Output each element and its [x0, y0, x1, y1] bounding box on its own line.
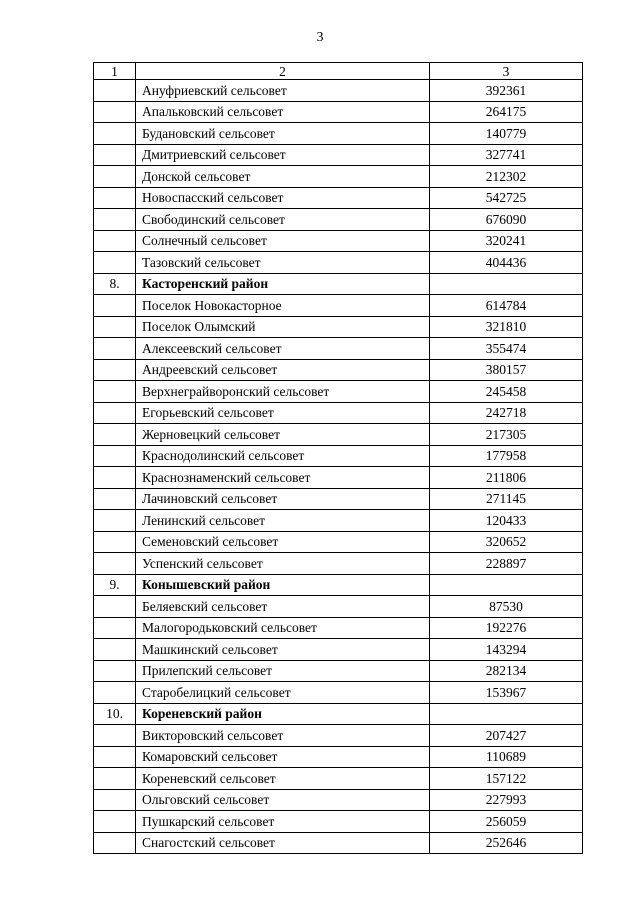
- table-row: [94, 381, 583, 403]
- amount-value: 120433: [430, 510, 583, 532]
- row-number: [94, 639, 136, 661]
- settlement-name: Апальковский сельсовет: [136, 101, 430, 123]
- settlement-name: Комаровский сельсовет: [136, 746, 430, 768]
- settlement-name: Малогородьковский сельсовет: [136, 617, 430, 639]
- amount-value: 153967: [430, 682, 583, 704]
- row-number: [94, 682, 136, 704]
- settlement-name: Егорьевский сельсовет: [136, 402, 430, 424]
- table-row: [94, 811, 583, 833]
- settlement-name: Донской сельсовет: [136, 166, 430, 188]
- row-number: [94, 101, 136, 123]
- row-number: [94, 424, 136, 446]
- settlement-name: Андреевский сельсовет: [136, 359, 430, 381]
- settlement-name: Семеновский сельсовет: [136, 531, 430, 553]
- table-row: [94, 144, 583, 166]
- amount-value: 264175: [430, 101, 583, 123]
- amount-value: 192276: [430, 617, 583, 639]
- row-number: [94, 510, 136, 532]
- district-row: [94, 574, 583, 596]
- budget-table: [93, 62, 583, 854]
- table-row: [94, 660, 583, 682]
- table-row: [94, 639, 583, 661]
- amount-value: 282134: [430, 660, 583, 682]
- amount-value: 87530: [430, 596, 583, 618]
- amount-value: 321810: [430, 316, 583, 338]
- table-row: [94, 510, 583, 532]
- amount-value: 614784: [430, 295, 583, 317]
- district-name: Конышевский район: [136, 574, 430, 596]
- settlement-name: Новоспасский сельсовет: [136, 187, 430, 209]
- table-row: [94, 252, 583, 274]
- row-number: [94, 746, 136, 768]
- district-name: Кореневский район: [136, 703, 430, 725]
- table-row: [94, 553, 583, 575]
- settlement-name: Прилепский сельсовет: [136, 660, 430, 682]
- table-body: [94, 63, 583, 854]
- row-number: 10.: [94, 703, 136, 725]
- table-row: [94, 832, 583, 854]
- row-number: [94, 445, 136, 467]
- amount-value: 271145: [430, 488, 583, 510]
- amount-value: 252646: [430, 832, 583, 854]
- row-number: [94, 187, 136, 209]
- table-row: [94, 295, 583, 317]
- table-row: [94, 445, 583, 467]
- table-row: [94, 209, 583, 231]
- table-row: [94, 230, 583, 252]
- settlement-name: Поселок Новокасторное: [136, 295, 430, 317]
- amount-value: 355474: [430, 338, 583, 360]
- row-number: 8.: [94, 273, 136, 295]
- table-row: [94, 123, 583, 145]
- amount-value: 320241: [430, 230, 583, 252]
- row-number: [94, 553, 136, 575]
- amount-value: 392361: [430, 80, 583, 102]
- amount-value: [430, 574, 583, 596]
- settlement-name: Ануфриевский сельсовет: [136, 80, 430, 102]
- amount-value: [430, 273, 583, 295]
- header-col-1: 1: [94, 63, 136, 80]
- district-row: [94, 273, 583, 295]
- table-row: [94, 617, 583, 639]
- settlement-name: Солнечный сельсовет: [136, 230, 430, 252]
- district-row: [94, 703, 583, 725]
- row-number: [94, 359, 136, 381]
- settlement-name: Викторовский сельсовет: [136, 725, 430, 747]
- amount-value: 140779: [430, 123, 583, 145]
- settlement-name: Ольговский сельсовет: [136, 789, 430, 811]
- settlement-name: Тазовский сельсовет: [136, 252, 430, 274]
- row-number: [94, 144, 136, 166]
- table-row: [94, 316, 583, 338]
- row-number: [94, 768, 136, 790]
- row-number: [94, 209, 136, 231]
- row-number: [94, 660, 136, 682]
- amount-value: 157122: [430, 768, 583, 790]
- amount-value: 228897: [430, 553, 583, 575]
- settlement-name: Краснодолинский сельсовет: [136, 445, 430, 467]
- amount-value: 177958: [430, 445, 583, 467]
- row-number: [94, 295, 136, 317]
- row-number: [94, 402, 136, 424]
- amount-value: [430, 703, 583, 725]
- table-row: [94, 359, 583, 381]
- table-row: [94, 467, 583, 489]
- row-number: [94, 488, 136, 510]
- amount-value: 404436: [430, 252, 583, 274]
- header-row: [94, 63, 583, 80]
- table-row: [94, 596, 583, 618]
- table-row: [94, 725, 583, 747]
- row-number: [94, 467, 136, 489]
- settlement-name: Машкинский сельсовет: [136, 639, 430, 661]
- table-row: [94, 80, 583, 102]
- settlement-name: Ленинский сельсовет: [136, 510, 430, 532]
- amount-value: 227993: [430, 789, 583, 811]
- row-number: 9.: [94, 574, 136, 596]
- page-number: 3: [316, 30, 324, 45]
- row-number: [94, 316, 136, 338]
- row-number: [94, 123, 136, 145]
- amount-value: 320652: [430, 531, 583, 553]
- header-col-2: 2: [136, 63, 430, 80]
- amount-value: 245458: [430, 381, 583, 403]
- settlement-name: Кореневский сельсовет: [136, 768, 430, 790]
- settlement-name: Старобелицкий сельсовет: [136, 682, 430, 704]
- settlement-name: Дмитриевский сельсовет: [136, 144, 430, 166]
- table-row: [94, 101, 583, 123]
- header-col-3: 3: [430, 63, 583, 80]
- table-row: [94, 402, 583, 424]
- table-row: [94, 424, 583, 446]
- settlement-name: Беляевский сельсовет: [136, 596, 430, 618]
- district-name: Касторенский район: [136, 273, 430, 295]
- settlement-name: Поселок Олымский: [136, 316, 430, 338]
- table-row: [94, 488, 583, 510]
- row-number: [94, 252, 136, 274]
- row-number: [94, 166, 136, 188]
- row-number: [94, 230, 136, 252]
- settlement-name: Пушкарский сельсовет: [136, 811, 430, 833]
- settlement-name: Верхнеграйворонский сельсовет: [136, 381, 430, 403]
- row-number: [94, 338, 136, 360]
- amount-value: 217305: [430, 424, 583, 446]
- amount-value: 212302: [430, 166, 583, 188]
- row-number: [94, 596, 136, 618]
- amount-value: 207427: [430, 725, 583, 747]
- table-row: [94, 531, 583, 553]
- row-number: [94, 789, 136, 811]
- table-row: [94, 338, 583, 360]
- amount-value: 542725: [430, 187, 583, 209]
- table-row: [94, 746, 583, 768]
- amount-value: 143294: [430, 639, 583, 661]
- settlement-name: Успенский сельсовет: [136, 553, 430, 575]
- amount-value: 211806: [430, 467, 583, 489]
- settlement-name: Краснознаменский сельсовет: [136, 467, 430, 489]
- amount-value: 256059: [430, 811, 583, 833]
- table-row: [94, 166, 583, 188]
- settlement-name: Лачиновский сельсовет: [136, 488, 430, 510]
- settlement-name: Жерновецкий сельсовет: [136, 424, 430, 446]
- settlement-name: Алексеевский сельсовет: [136, 338, 430, 360]
- row-number: [94, 381, 136, 403]
- amount-value: 242718: [430, 402, 583, 424]
- amount-value: 327741: [430, 144, 583, 166]
- amount-value: 110689: [430, 746, 583, 768]
- row-number: [94, 80, 136, 102]
- settlement-name: Снагостский сельсовет: [136, 832, 430, 854]
- table-row: [94, 682, 583, 704]
- row-number: [94, 617, 136, 639]
- table-row: [94, 768, 583, 790]
- settlement-name: Будановский сельсовет: [136, 123, 430, 145]
- row-number: [94, 811, 136, 833]
- row-number: [94, 832, 136, 854]
- row-number: [94, 531, 136, 553]
- row-number: [94, 725, 136, 747]
- table-row: [94, 187, 583, 209]
- table-row: [94, 789, 583, 811]
- amount-value: 676090: [430, 209, 583, 231]
- settlement-name: Свободинский сельсовет: [136, 209, 430, 231]
- amount-value: 380157: [430, 359, 583, 381]
